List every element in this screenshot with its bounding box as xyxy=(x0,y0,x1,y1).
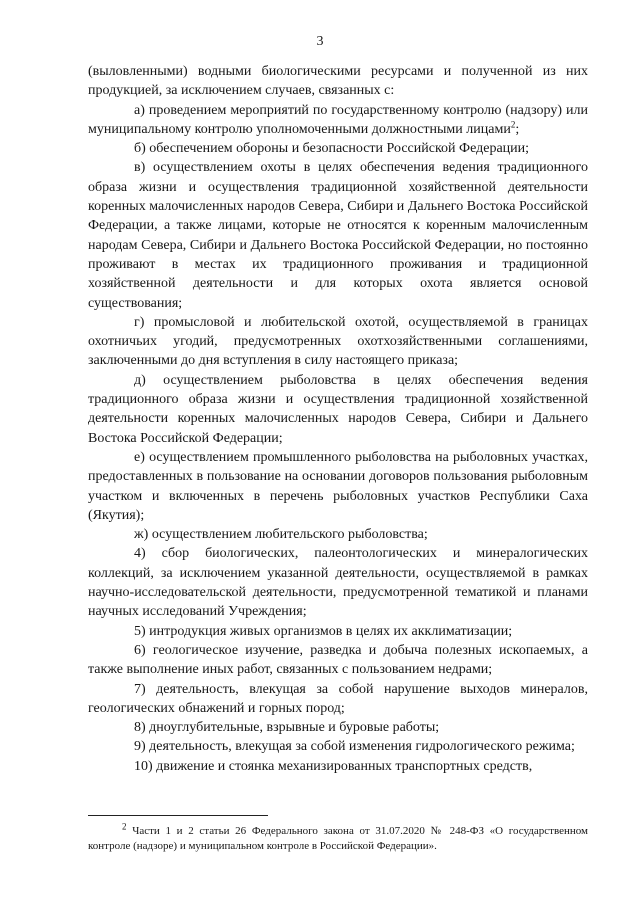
footnote xyxy=(88,821,589,854)
paragraph-item-g xyxy=(88,313,588,371)
paragraph-text: а) проведением мероприятий по государственному контролю (надзору) или муниципальному контролю уполномоченными должностными лицами xyxy=(88,102,588,137)
paragraph-item-b xyxy=(88,139,588,158)
paragraph-item-zh xyxy=(88,525,588,544)
paragraph-text: 7) деятельность, влекущая за собой нарушение выходов минералов, геологических обнажений и горных пород; xyxy=(88,681,588,716)
paragraph-text: (выловленными) водными биологическими ресурсами и полученной из них продукцией, за исключением случаев, связанных с: xyxy=(88,64,588,99)
paragraph-text: г) промысловой и любительской охотой, осуществляемой в границах охотничьих угодий, предусмотренных охотхозяйственными соглашениями, заключенными до дня вступления в силу настоящего приказа; xyxy=(88,314,588,369)
paragraph-item-9 xyxy=(88,737,588,756)
paragraph-text: 10) движение и стоянка механизированных транспортных средств, xyxy=(134,758,533,774)
paragraph-text: 9) деятельность, влекущая за собой изменения гидрологического режима; xyxy=(134,739,575,755)
paragraph-item-d xyxy=(88,371,588,448)
paragraph-item-7 xyxy=(88,680,588,719)
footnote-ref: 2 xyxy=(510,119,516,130)
paragraph-text: 5) интродукция живых организмов в целях их акклиматизации; xyxy=(134,623,513,639)
paragraph-text: в) осуществлением охоты в целях обеспечения ведения традиционного образа жизни и осуществления традиционной хозяйственной деятельности коренных малочисленных народов Севера, Сибири и Дальнего Востока Российской Федерации, а также лицами, которые не относятся к коренным малочисленным народам Севера, Сибири и Дальнего Востока Российской Федерации, но постоянно проживают в местах их традиционного проживания и традиционной хозяйственной деятельности и для которых охота является основой существования; xyxy=(88,160,588,311)
paragraph-item-5 xyxy=(88,622,588,641)
paragraph-item-8 xyxy=(88,718,588,737)
paragraph-item-a xyxy=(88,101,588,140)
document-body xyxy=(88,62,588,776)
paragraph-text: 4) сбор биологических, палеонтологических и минералогических коллекций, за исключением указанной деятельности, осуществляемой в рамках научно-исследовательской деятельности, предусмотренной тематикой и планами научных исследований Учреждения; xyxy=(88,546,588,620)
page-number: 3 xyxy=(316,34,324,49)
paragraph-punct: ; xyxy=(515,121,520,137)
paragraph-item-v xyxy=(88,158,588,312)
paragraph-intro xyxy=(88,62,588,101)
paragraph-item-e xyxy=(88,448,588,525)
paragraph-text: 8) дноуглубительные, взрывные и буровые работы; xyxy=(134,720,440,736)
paragraph-item-6 xyxy=(88,641,588,680)
footnote-text: Части 1 и 2 статьи 26 Федерального закона от 31.07.2020 № 248-ФЗ «О государственном контроле (надзоре) и муниципальном контроле в Российской Федерации». xyxy=(88,825,589,852)
footnote-divider xyxy=(88,815,268,816)
paragraph-text: ж) осуществлением любительского рыболовства; xyxy=(134,527,428,543)
paragraph-item-4 xyxy=(88,544,588,621)
paragraph-text: е) осуществлением промышленного рыболовства на рыболовных участках, предоставленных в пользование на основании договоров пользования рыболовным участком и включенных в перечень рыболовных участков Республики Саха (Якутия); xyxy=(88,449,588,523)
paragraph-item-10 xyxy=(88,757,588,776)
footnote-marker: 2 xyxy=(122,821,127,832)
paragraph-text: 6) геологическое изучение, разведка и добыча полезных ископаемых, а также выполнение иных работ, связанных с пользованием недрами; xyxy=(88,642,588,678)
paragraph-text: д) осуществлением рыболовства в целях обеспечения ведения традиционного образа жизни и осуществления традиционной хозяйственной деятельности коренных малочисленных народов Севера, Сибири и Дальнего Востока Российской Федерации; xyxy=(88,372,588,446)
paragraph-text: б) обеспечением обороны и безопасности Российской Федерации; xyxy=(134,141,530,157)
